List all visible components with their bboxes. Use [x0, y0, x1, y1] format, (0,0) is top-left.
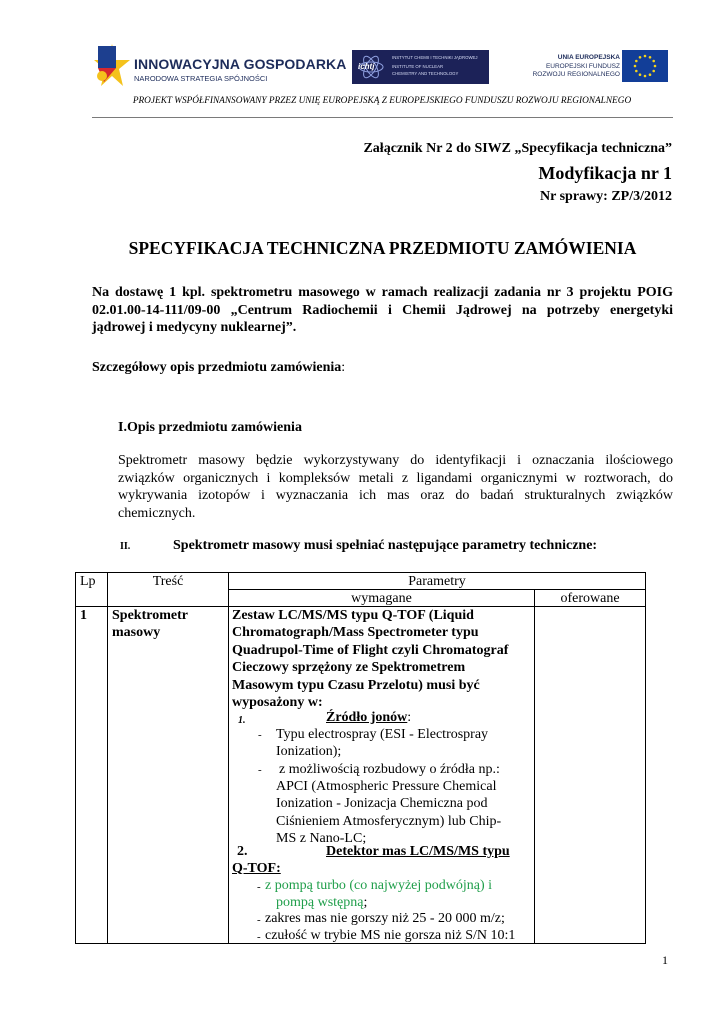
eu-line1: UNIA EUROPEJSKA	[557, 54, 620, 61]
intro-line: 02.01.00-14-111/09-00 „Centrum Radiochemii i Chemii Jądrowej na potrzeby energetyki	[92, 302, 673, 318]
header-tresc: Treść	[152, 574, 184, 589]
bullet-dash: -	[257, 914, 261, 926]
institute-line2: INSTITUTE OF NUCLEAR	[392, 64, 444, 69]
section-1-heading	[118, 420, 302, 436]
item-1-title: Źródło jonów	[326, 710, 408, 725]
zestaw-line: Zestaw LC/MS/MS typu Q-TOF (Liquid	[232, 608, 474, 623]
bullet-line: Ionization);	[276, 744, 342, 760]
item-2-bullet-1-first: z pompą turbo (co najwyżej podwójną) i	[265, 878, 493, 893]
table-col-divider	[228, 572, 229, 944]
bullet-dash: -	[258, 764, 262, 776]
bullet-line: MS z Nano-LC;	[276, 831, 367, 847]
star-logo-icon	[92, 42, 132, 92]
logo-eu	[530, 46, 670, 86]
document-title: SPECYFIKACJA TECHNICZNA PRZEDMIOTU ZAMÓWIENIA	[128, 238, 637, 258]
bullet-dash: -	[257, 931, 261, 943]
header-divider	[92, 117, 673, 118]
detailed-description-colon: :	[341, 360, 346, 375]
item-1-bullet-2-first: z możliwością rozbudowy o źródła np.:	[279, 762, 500, 777]
case-number: Nr sprawy: ZP/3/2012	[540, 189, 672, 204]
row-lp: 1	[80, 608, 87, 623]
table-border-right	[645, 572, 646, 944]
section-1-title: Opis przedmiotu zamówienia	[126, 420, 302, 435]
bullet-line: pompą wstępną	[276, 895, 364, 910]
section-1-number: I.	[118, 420, 127, 435]
logo-title: INNOWACYJNA GOSPODARKA	[134, 56, 347, 72]
page-number: 1	[662, 953, 668, 967]
attachment-label: Załącznik Nr 2 do SIWZ „Specyfikacja techniczna”	[363, 141, 672, 156]
item-1-bullet-1	[276, 726, 488, 761]
item-1-heading	[326, 709, 411, 726]
section-2-title: Spektrometr masowy musi spełniać następujące parametry techniczne:	[173, 538, 598, 553]
row-tresc-line: Spektrometr	[112, 608, 188, 623]
row-tresc	[112, 607, 188, 642]
eu-line2: EUROPEJSKI FUNDUSZ	[545, 63, 620, 70]
intro-paragraph	[92, 284, 673, 337]
zestaw-line: Masowym typu Czasu Przelotu) musi być	[232, 677, 480, 693]
row-tresc-line: masowy	[112, 625, 161, 641]
bullet-line-end: ;	[363, 895, 368, 910]
zestaw-line: Chromatograph/Mass Spectrometer typu	[232, 625, 479, 641]
section-1-paragraph	[118, 452, 673, 522]
eu-line3: ROZWOJU REGIONALNEGO	[532, 71, 620, 78]
table-col-divider	[534, 589, 535, 944]
modification-label: Modyfikacja nr 1	[538, 163, 672, 183]
section-1-line: wykrywania izotopów i wyznaczania ich mas oraz do badań strukturalnych związków	[118, 488, 673, 504]
item-1-bullet-2	[276, 778, 501, 848]
bullet-line: Ionization - Jonizacja Chemiczna pod	[276, 796, 488, 812]
item-2-number: 2.	[237, 844, 248, 859]
logo-institute	[352, 50, 489, 84]
detailed-description-heading	[92, 360, 345, 376]
table-border-left	[75, 572, 76, 944]
bullet-line: Typu electrospray (ESI - Electrospray	[276, 727, 489, 742]
eu-flag-icon	[622, 50, 668, 82]
institute-line3: CHEMISTRY AND TECHNOLOGY	[392, 71, 459, 76]
header-lp: Lp	[80, 574, 96, 589]
item-2-bullet-3: czułość w trybie MS nie gorsza niż S/N 10:1	[265, 928, 516, 943]
item-2-title: Detektor mas LC/MS/MS typu	[326, 844, 510, 859]
intro-line: jądrowej i medycyny nuklearnej”.	[92, 320, 297, 336]
item-2-bullet-2: zakres mas nie gorszy niż 25 - 20 000 m/z;	[265, 911, 505, 926]
zestaw-line: Cieczowy sprzężony ze Spektrometrem	[232, 660, 466, 676]
project-cofinancing-line: PROJEKT WSPÓŁFINANSOWANY PRZEZ UNIĘ EUROPEJSKĄ Z EUROPEJSKIEGO FUNDUSZU ROZWOJU REGIONALNEGO	[132, 96, 632, 106]
header-oferowane: oferowane	[560, 591, 620, 606]
bullet-dash: -	[257, 881, 261, 893]
intro-line: Na dostawę 1 kpl. spektrometru masowego w ramach realizacji zadania nr 3 projektu POIG	[92, 285, 673, 300]
institute-mark: ichtj	[358, 62, 375, 71]
section-2-number: II.	[120, 541, 131, 552]
section-1-line: chemicznych.	[118, 505, 196, 521]
item-2-bullet-1-second	[276, 894, 367, 911]
header-wymagane: wymagane	[351, 591, 412, 606]
row-zestaw-description	[232, 607, 508, 711]
logo-subtitle: NARODOWA STRATEGIA SPÓJNOŚCI	[134, 74, 268, 83]
section-1-line: związków organicznych i kompleksów metali z ligandami organicznymi w roztworach, do	[118, 470, 673, 486]
detailed-description-label: Szczegółowy opis przedmiotu zamówienia	[92, 360, 342, 375]
logo-innowacyjna-gospodarka	[92, 42, 347, 92]
item-1-colon: :	[407, 710, 412, 725]
header-parametry: Parametry	[408, 574, 466, 589]
zestaw-line: wyposażony w:	[232, 695, 323, 711]
bullet-dash: -	[258, 729, 262, 741]
section-1-line: Spektrometr masowy będzie wykorzystywany do identyfikacji i oznaczania ilościowego	[118, 453, 673, 468]
zestaw-line: Quadrupol-Time of Flight czyli Chromatograf	[232, 642, 509, 658]
item-1-number: 1.	[238, 715, 246, 726]
table-col-divider	[107, 572, 108, 944]
institute-line1: INSTYTUT CHEMII I TECHNIKI JĄDROWEJ	[392, 55, 478, 60]
item-2-title-continued: Q-TOF:	[232, 861, 281, 876]
bullet-line: APCI (Atmospheric Pressure Chemical	[276, 779, 497, 794]
bullet-line: Ciśnieniem Atmosferycznym) lub Chip-	[276, 813, 502, 829]
